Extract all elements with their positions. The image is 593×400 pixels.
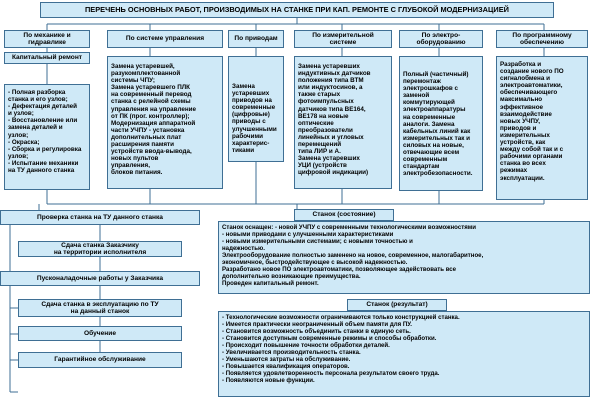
category-electrical-equipment: По электро- оборудованию [399,30,483,48]
state-body: Станок оснащен: - новой УЧПУ с современными технологическими возможностями - новыми приводами с улучшенными характеристиками - новыми измерительными системами; с новыми точностью и надежностью. Электрооборудование полностью заменено на новое, современное, малогабаритное, экономичное, быстродействующее с высокой надежностью. Разработано новое ПО электроавтоматики, позволяющее задействовать все дополнительно возникающие преимущества. Проведен капитальный ремонт. [218,221,590,294]
electrical-equipment-content: Полный (частичный) перемонтаж электрошкафов с заменой коммутирующей электроаппаратуры на современные аналоги. Замена кабельных линий как измерительных так и силовых на новые, отвечающие всем современным стандартам электробезопасности. [399,56,483,191]
diagram-title: ПЕРЕЧЕНЬ ОСНОВНЫХ РАБОТ, ПРОИЗВОДИМЫХ НА СТАНКЕ ПРИ КАП. РЕМОНТЕ С ГЛУБОКОЙ МОДЕРНИЗАЦИЕЙ [40,2,554,18]
step-put-into-operation: Сдача станка в эксплуатацию по ТУ на данный станок [18,299,182,317]
step-handover-customer: Сдача станка Заказчику на территории исполнителя [18,241,182,257]
step-training: Обучение [18,326,182,341]
category-measurement-system: По измерительной системе [294,30,392,48]
mechanics-content: - Полная разборка станка и его узлов; - Дефектация деталей и узлов; - Восстановление или замена деталей и узлов; - Окраска; - Сборка и регулировка узлов; - Испытание механики на ТУ данного станка [4,84,90,190]
step-warranty-service: Гарантийное обслуживание [18,352,182,368]
result-body: - Технологические возможности ограничиваются только конструкцией станка. - Имеется практически неограниченный объем памяти для ПУ. - Становится возможность объединить станки в единую сеть. - Становится доступным современные режимы и способы обработки. - Происходит повышение точности обработки деталей. - Увеличивается производительность станка. - Уменьшаются затраты на обслуживание. - Повышается квалификация операторов. - Появляется удовлетворенность персонала результатом своего труда. - Появляются новые функции. [218,311,590,397]
result-title: Станок (результат) [347,299,447,311]
step-commissioning: Пусконаладочные работы у Заказчика [0,271,200,286]
category-control-system: По системе управления [107,30,223,48]
control-system-content: Замена устаревшей, разукомплектованной системы ЧПУ; Замена устаревшего ПЛК на современный перевод станка с релейной схемы управления на управление от ПК (прог. контроллер); Модернизация аппаратной части УЧПУ - установка дополнительных плат расширения памяти устройств ввода-вывода, новых пультов управления, блоков питания. [107,56,223,189]
category-mechanics: По механике и гидравлике [4,30,90,48]
state-title: Станок (состояние) [294,209,394,221]
category-drives: По приводам [228,30,284,48]
drives-content: Замена устаревших приводов на современные (цифровые) приводы с улучшенными рабочими характерис- тиками [228,56,284,162]
software-content: Разработка и создание нового ПО сигналобмена и электроавтоматики, обеспечивающего максимально эффективное взаимодействие новых УЧПУ, приводов и измерительных устройств, как между собой так и с рабочими органами станка во всех режимах эксплуатации. [496,56,588,200]
category-software: По программному обеспечению [496,30,588,48]
measurement-system-content: Замена устаревших индуктивных датчиков положения типа ВТМ или индуктосинов, а также старых фотоимпульсных датчиков типа ВЕ164, ВЕ178 на новые оптические преобразователи линейных и угловых перемещений типа ЛИР и А. Замена устаревших УЦИ (устройств цифровой индикации) [294,56,392,189]
step-check-machine: Проверка станка на ТУ данного станка [0,210,200,225]
capital-repair-box: Капитальный ремонт [4,52,90,64]
